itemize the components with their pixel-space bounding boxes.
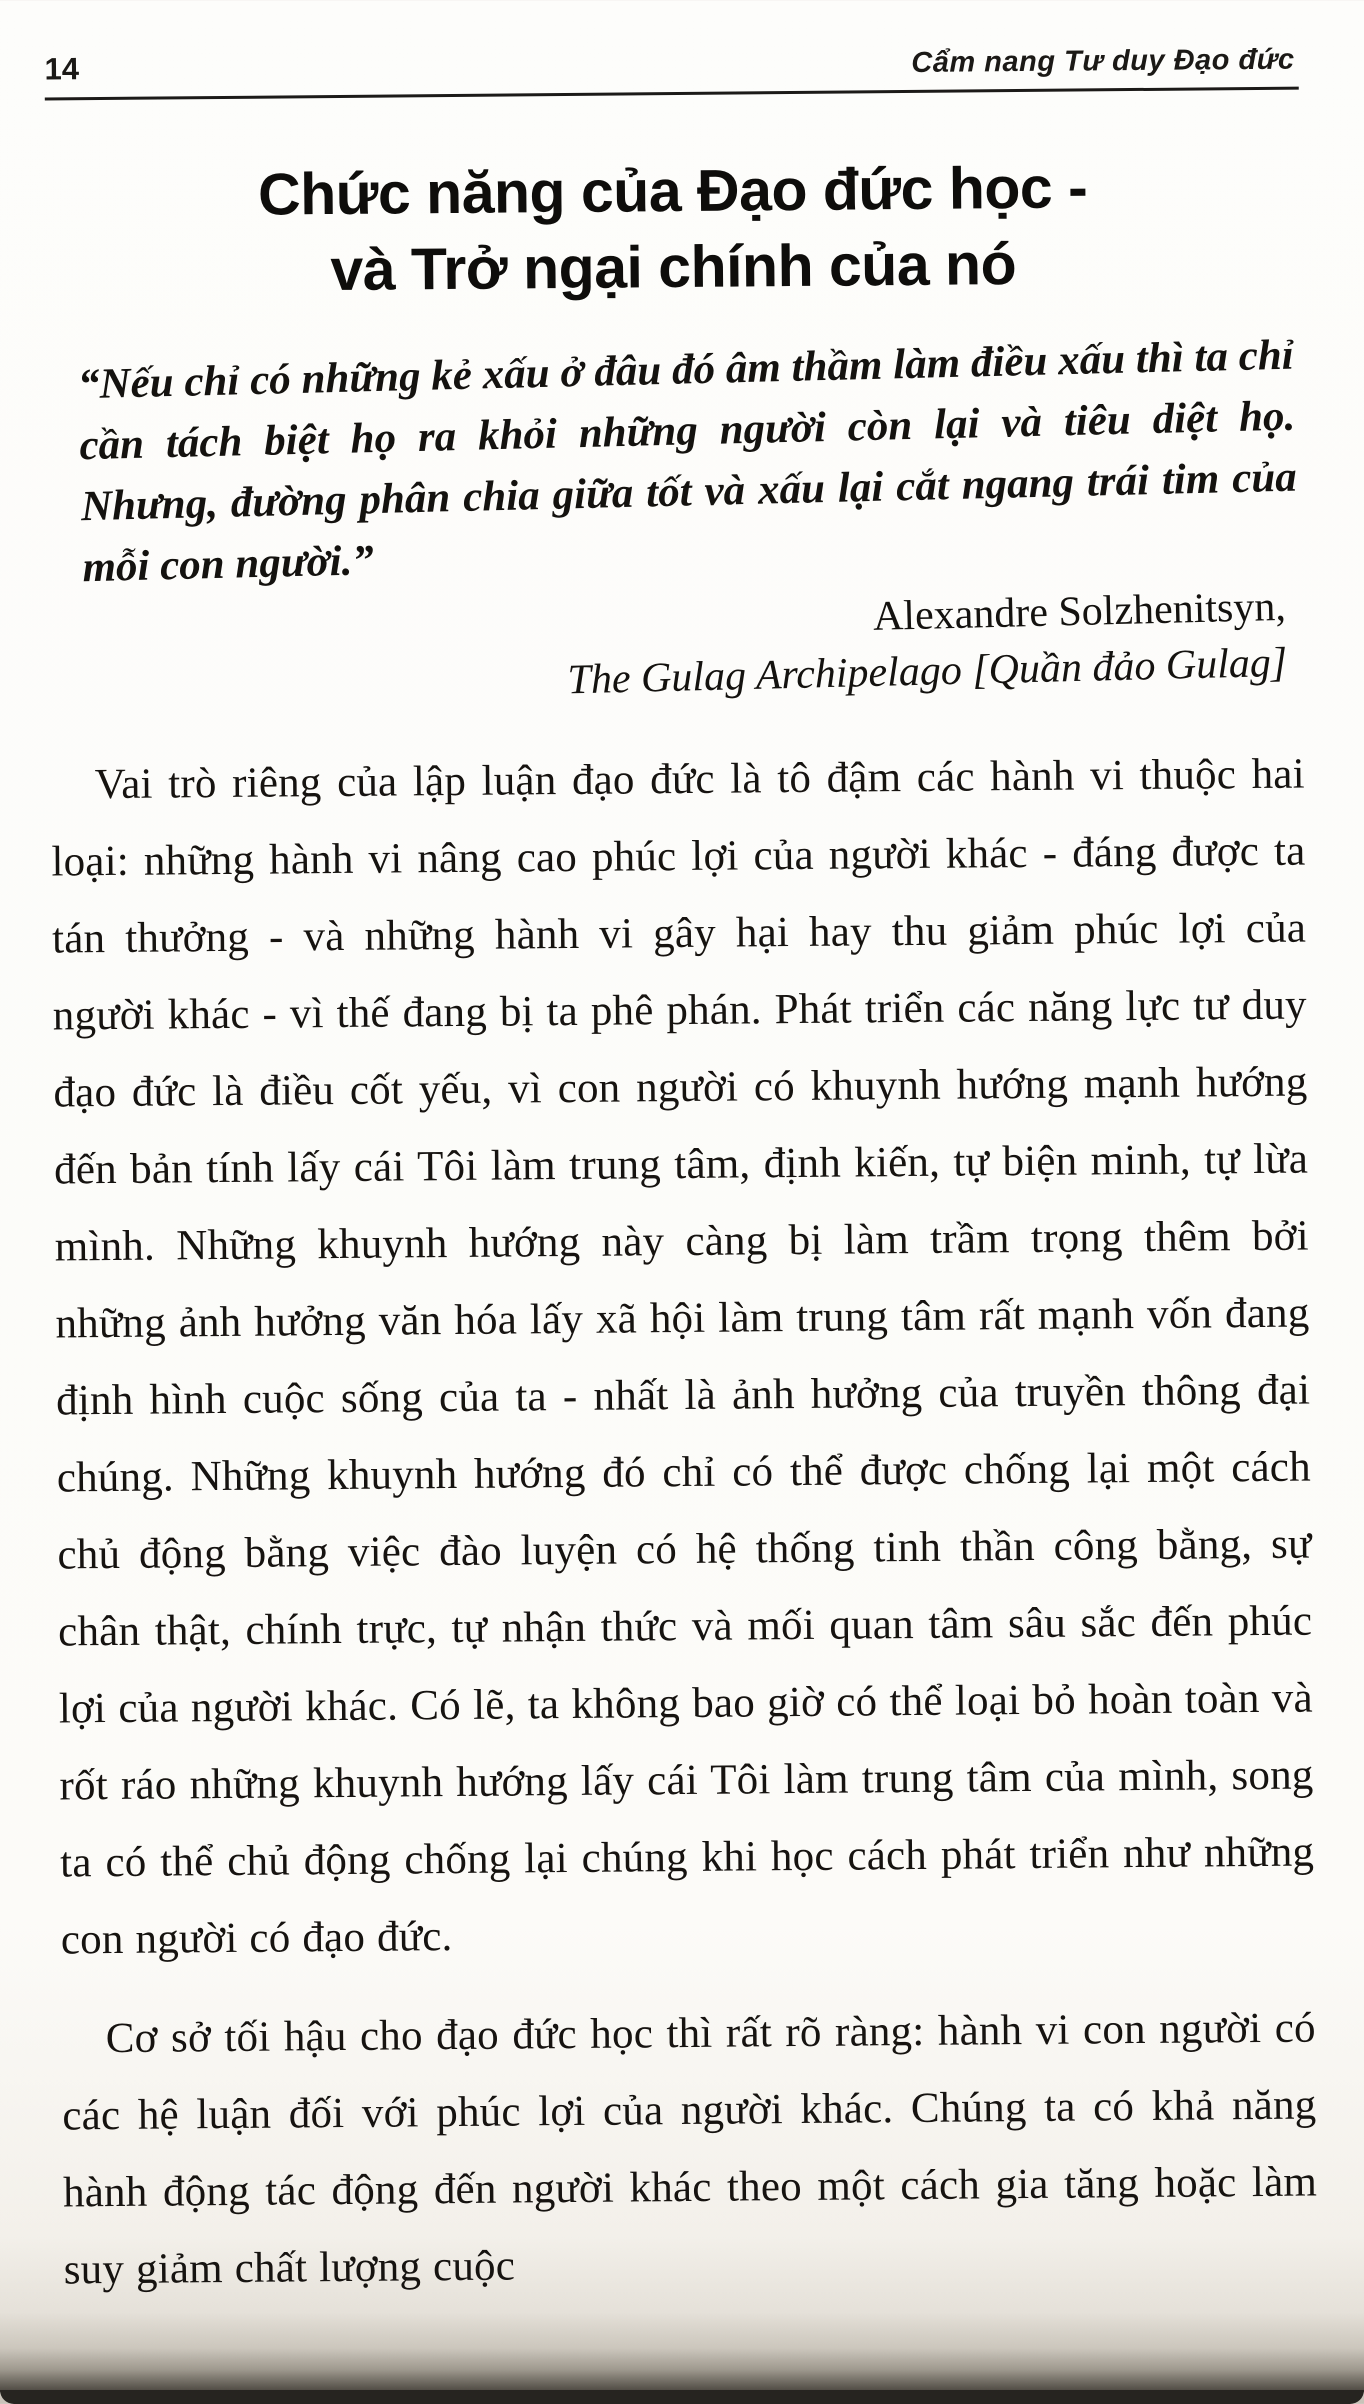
chapter-title (45, 148, 1300, 311)
epigraph-attribution: Alexandre Solzhenitsyn, (872, 583, 1287, 640)
body-paragraph: Cơ sở tối hậu cho đạo đức học thì rất rõ ràng: hành vi con người có các hệ luận đối với phúc lợi của người khác. Chúng ta có khả năng hành động tác động đến người khác theo một cách gia tăng hoặc làm suy giảm chất lượng cuộc (62, 2004, 1318, 2294)
running-header (44, 41, 1298, 101)
chapter-title-line-1: Chức năng của Đạo đức học - (257, 154, 1088, 228)
body-text (50, 736, 1318, 2309)
epigraph-source: The Gulag Archipelago [Quần đảo Gulag] (567, 639, 1288, 704)
epigraph (77, 325, 1302, 721)
page-number: 14 (44, 51, 80, 87)
epigraph-quote: “Nếu chỉ có những kẻ xấu ở đâu đó âm thầm làm điều xấu thì ta chỉ cần tách biệt họ ra khỏi những người còn lại và tiêu diệt họ. Nhưng, đường phân chia giữa tốt và xấu lại cắt ngang trái tim của mỗi con người.” (77, 331, 1298, 592)
body-paragraph: Vai trò riêng của lập luận đạo đức là tô đậm các hành vi thuộc hai loại: những hành vi nâng cao phúc lợi của người khác - đáng được ta tán thưởng - và những hành vi gây hại hay thu giảm phúc lợi của người khác - vì thế đang bị ta phê phán. Phát triển các năng lực tư duy đạo đức là điều cốt yếu, vì con người có khuynh hướng mạnh hướng đến bản tính lấy cái Tôi làm trung tâm, định kiến, tự biện minh, tự lừa mình. Những khuynh hướng này càng bị làm trầm trọng thêm bởi những ảnh hưởng văn hóa lấy xã hội làm trung tâm rất mạnh vốn đang định hình cuộc sống của ta - nhất là ảnh hưởng của truyền thông đại chúng. Những khuynh hướng đó chỉ có thể được chống lại một cách chủ động bằng việc đào luyện có hệ thống tinh thần công bằng, sự chân thật, chính trực, tự nhận thức và mối quan tâm sâu sắc đến phúc lợi của người khác. Có lẽ, ta không bao giờ có thể loại bỏ hoàn toàn và rốt ráo những khuynh hướng lấy cái Tôi làm trung tâm của mình, song ta có thể chủ động chống lại chúng khi học cách phát triển như những con người có đạo đức. (51, 750, 1315, 1964)
page-bottom-edge (0, 2390, 1364, 2404)
running-title: Cẩm nang Tư duy Đạo đức (911, 43, 1295, 79)
chapter-title-line-2: và Trở ngại chính của nó (330, 231, 1017, 304)
page-bottom-shadow (0, 2312, 1364, 2392)
